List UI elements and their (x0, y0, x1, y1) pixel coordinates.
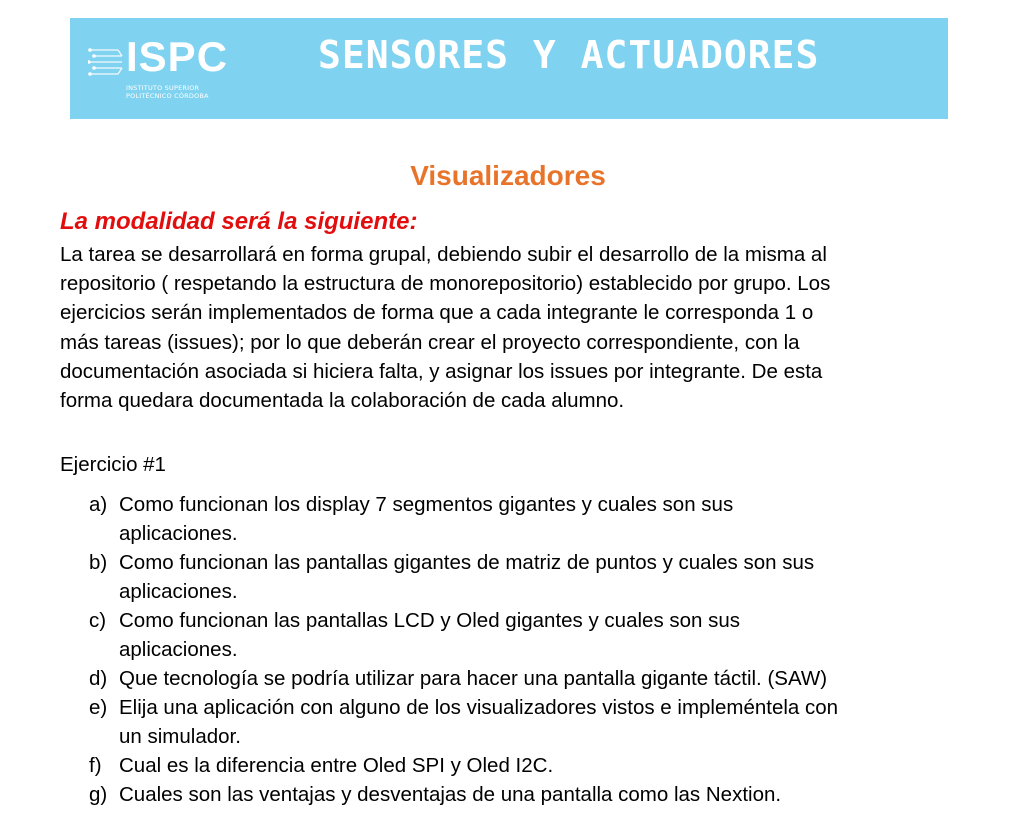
list-item-text: Que tecnología se podría utilizar para hacer una pantalla gigante táctil. (SAW) (119, 667, 828, 690)
list-item-text: aplicaciones. (119, 580, 238, 603)
document-title: Visualizadores (410, 160, 606, 191)
body-line: repositorio ( respetando la estructura de monorepositorio) establecido por grupo. Los (60, 272, 831, 296)
list-item-text: un simulador. (119, 725, 241, 748)
list-item-text: Como funcionan los display 7 segmentos gigantes y cuales son sus (119, 493, 734, 516)
list-item-text: Cuales son las ventajas y desventajas de una pantalla como las Nextion. (119, 783, 782, 806)
list-item-text: Elija una aplicación con alguno de los visualizadores vistos e impleméntela con (119, 696, 839, 719)
logo-subtitle-line1: INSTITUTO SUPERIOR (126, 84, 200, 92)
body-line: La tarea se desarrollará en forma grupal, debiendo subir el desarrollo de la misma al (60, 243, 827, 266)
modalidad-heading: La modalidad será la siguiente: (60, 208, 418, 235)
list-item (89, 780, 838, 809)
list-item-text: aplicaciones. (119, 638, 238, 661)
list-item-letter: e) (89, 696, 108, 719)
list-item (89, 606, 838, 664)
body-line: documentación asociada si hiciera falta, y asignar los issues por integrante. De esta (60, 359, 823, 383)
course-title: SENSORES Y ACTUADORES (318, 33, 820, 77)
body-line: más tareas (issues); por lo que deberán crear el proyecto correspondiente, con la (60, 330, 800, 354)
exercise-heading: Ejercicio #1 (60, 453, 166, 476)
list-item (89, 548, 838, 606)
list-item-letter: c) (89, 609, 107, 632)
ispc-logo (88, 32, 238, 112)
body-line: ejercicios serán implementados de forma que a cada integrante le corresponda 1 o (60, 301, 814, 325)
list-item (89, 664, 838, 693)
list-item-letter: d) (89, 667, 108, 690)
list-item (89, 693, 838, 751)
list-item-letter: g) (89, 783, 108, 806)
list-item (89, 490, 838, 548)
list-item-text: Como funcionan las pantallas LCD y Oled gigantes y cuales son sus (119, 609, 741, 632)
list-item-text: aplicaciones. (119, 522, 238, 545)
list-item (89, 751, 838, 780)
list-item-letter: a) (89, 493, 108, 516)
logo-wordmark: ISPC (126, 33, 229, 80)
header-banner (70, 18, 948, 119)
list-item-letter: f) (89, 754, 102, 777)
modalidad-body (60, 240, 830, 415)
logo-subtitle-line2: POLITÉCNICO CÓRDOBA (126, 92, 209, 100)
list-item-text: Como funcionan las pantallas gigantes de matriz de puntos y cuales son sus (119, 551, 815, 574)
body-line: forma quedara documentada la colaboración de cada alumno. (60, 389, 625, 413)
logo-subtitle (126, 84, 209, 100)
list-item-text: Cual es la diferencia entre Oled SPI y Oled I2C. (119, 754, 554, 777)
list-item-letter: b) (89, 551, 108, 574)
circuit-logo-icon (88, 42, 128, 82)
exercise-list (89, 490, 838, 809)
